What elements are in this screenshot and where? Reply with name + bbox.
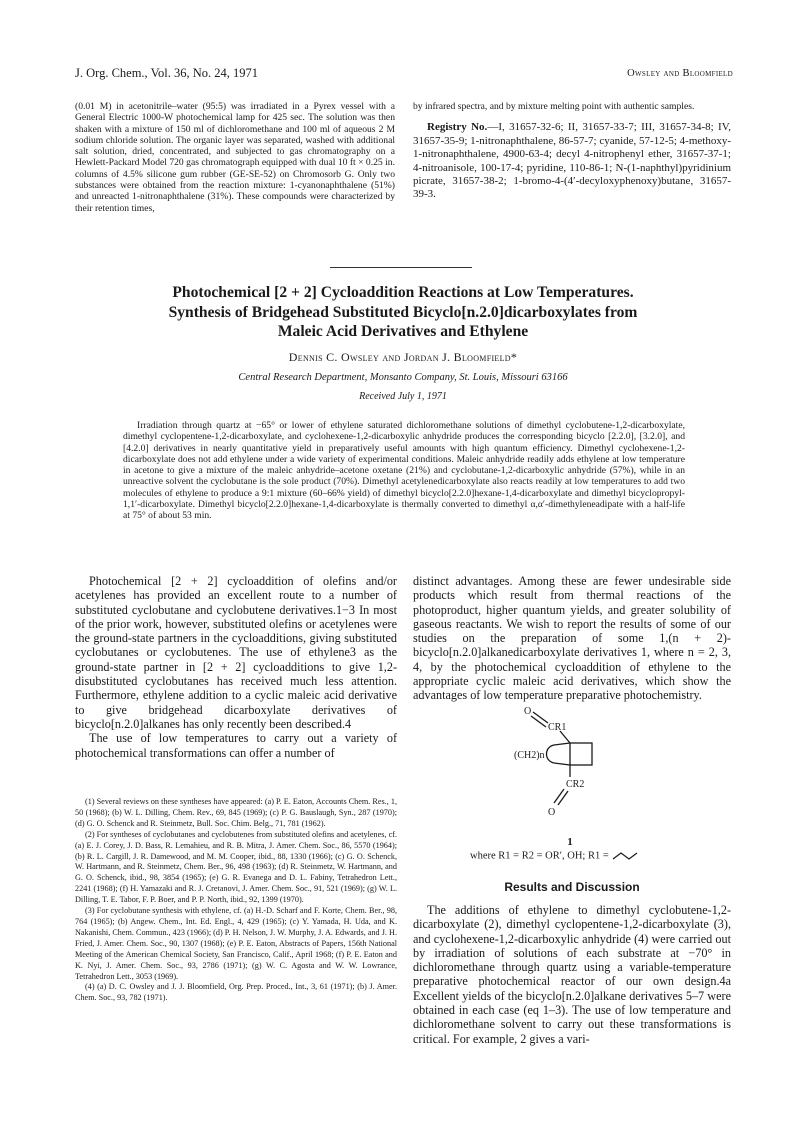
registry-label: Registry No. — [427, 121, 488, 134]
experimental-paragraph: (0.01 M) in acetonitrile–water (95:5) was irradiated in a Pyrex vessel with a General Electric 1000-W photochemical lamp for 425 sec. The solution was then shaken with a mixture of 150 ml of dichloromethane and 100 ml of aqueous 2 M sodium chloride solution. The organic layer was separated, washed with additional salt solution, dried, concentrated, and subjected to gas chromatography on a Hewlett-Packard Model 720 gas chromatograph equipped with dual 10 ft × 0.25 in. columns of 4.5% silicone gum rubber (GE-SE-52) on Chromosorb G. Only two substances were obtained from the reaction mixture: 1-cyanonaphthalene (51%) and unreacted 1-nitronaphthalene (31%). These compounds were characterized by their retention times, — [75, 101, 395, 214]
carbonyl-bond-top — [533, 712, 548, 723]
title-line-3: Maleic Acid Derivatives and Ethylene — [277, 323, 529, 340]
footnote-3: (3) For cyclobutane synthesis with ethylene, cf. (a) H.-D. Scharf and F. Korte, Chem. Ber., 98, 764 (1965); (b) Angew. Chem., Int. Ed. Engl., 4, 429 (1965); (c) Y. Yamada, H. Uda, and K. Nakanishi, Chem. Commun., 423 (1966); (d) P. H. Nelson, J. W. Murphy, J. A. Edwards, and J. H. Fried, J. Amer. Chem. Soc., 90, 1307 (1968); (e) P. E. Eaton, Abstracts of Papers, 156th National Meeting of the American Chemical Society, San Francisco, Calif., April 1968; (f) P. E. Eaton and K. Nyi, J. Amer. Chem. Soc., 93, 2786 (1971); (g) W. C. Agosta and W. W. Lowrance, Tetrahedron Lett., 3053 (1969). — [75, 906, 397, 981]
previous-article-text-right — [413, 101, 731, 202]
introduction-right-column — [413, 574, 731, 703]
article-title — [75, 283, 731, 342]
previous-article-text-left — [75, 101, 395, 214]
footnote-2: (2) For syntheses of cyclobutanes and cyclobutenes from substituted olefins and acetylenes, cf. (a) E. J. Corey, J. D. Bass, R. Lemahieu, and R. B. Mitra, J. Amer. Chem. Soc., 86, 5570 (1964); (b) R. L. Cargill, J. R. Damewood, and M. M. Cooper, ibid., 88, 1330 (1966); (c) G. O. Schenck, W. Hartmann, and R. Steinmetz, Chem. Ber., 96, 498 (1963); (d) R. Steinmetz, W. Hartmann, and G. O. Schenck, ibid., 98, 3854 (1965); (e) G. R. Evanega and D. L. Fabiny, Tetrahedron Lett., 2241 (1968); (f) H. Yamazaki and R. J. Cretanovi, J. Amer. Chem. Soc., 91, 521 (1969); (g) W. L. Dilling, T. E. Tabor, F. P. Boer, and P. P. North, ibid., 92, 1399 (1970). — [75, 829, 397, 905]
abstract-text: Irradiation through quartz at −65° or lower of ethylene saturated dichloromethane solutions of dimethyl cyclobutene-1,2-dicarboxylate, dimethyl cyclopentene-1,2-dicarboxylate, and cyclohexene-1,2-dicarboxylic anhydride produces the corresponding bicyclo [2.2.0], [3.2.0], and [4.2.0] derivatives in nearly quantitative yield in preparatively useful amounts with high quantum efficiency. Dimethyl cyclohexene-1,2-dicarboxylate does not add ethylene under a wide variety of experimental conditions. Maleic anhydride readily adds ethylene at low temperature in acetone to give a mixture of the maleic anhydride–acetone oxetane (21%) and cyclobutane-1,2-dicarboxylic anhydride (57%), while in an unreactive solvent the cyclobutane is the sole product (70%). Dimethyl acetylenedicarboxylate also reacts readily at low temperatures to add two molecules of ethylene to produce a 9:1 mixture (60–66% yield) of dimethyl bicyclo[2.2.0]hexane-1,4-dicarboxylate and dimethyl bicyclopropyl-1,1′-dicarboxylate. Dimethyl bicyclo[2.2.0]hexane-1,4-dicarboxylate is thermally converted to dimethyl α,α′-dimethyleneadipate with a half-life at 75° of about 53 min. — [123, 420, 685, 522]
footnotes — [75, 797, 397, 1004]
results-section-heading: Results and Discussion — [504, 880, 640, 894]
carbonyl-bond-bottom-double — [558, 791, 568, 805]
registry-numbers — [413, 121, 731, 201]
article-separator-rule — [330, 267, 472, 268]
experimental-paragraph-end: by infrared spectra, and by mixture melting point with authentic samples. — [413, 101, 695, 112]
structure-label-bottom: O — [548, 807, 556, 818]
bicyclo-structure-diagram — [510, 705, 650, 835]
carbonyl-bond-top-double — [531, 716, 546, 727]
abstract — [123, 420, 685, 522]
cyclobutane-ring — [570, 743, 592, 765]
compound-number: 1 — [567, 836, 573, 848]
structure-label-top: O — [524, 706, 532, 717]
structure-label-cr2: CR2 — [566, 779, 585, 790]
structure-label-cr1: CR1 — [548, 722, 567, 733]
journal-citation: J. Org. Chem., Vol. 36, No. 24, 1971 — [75, 66, 259, 80]
intro-paragraph-1: Photochemical [2 + 2] cycloaddition of olefins and/or acetylenes has provided an excellent route to a number of substituted cyclobutane and cyclobutene derivatives.1−3 In most of the prior work, however, substituted olefins or acetylenes were the ground-state partners in the cycloadditions, giving substituted cyclobutanes or cyclobutenes. The use of ethylene3 as the ground-state partner in [2 + 2] cycloadditions to give 1,2-disubstituted cyclobutanes has received much less attention. Furthermore, ethylene addition to a cyclic maleic acid derivative to give bridgehead dicarboxylate derivatives of bicyclo[n.2.0]alkanes has only recently been described.4 — [75, 574, 397, 731]
ethylene-bridge-glyph — [611, 850, 641, 862]
running-header-left — [75, 66, 258, 81]
title-line-1: Photochemical [2 + 2] Cycloaddition Reactions at Low Temperatures. — [172, 284, 634, 301]
intro-paragraph-right: distinct advantages. Among these are fewer undesirable side products which result from thermal reactions of the photoproduct, higher quantum yields, and greater solubility of gaseous reactants. We wish to report the results of some of our studies on the preparation of some 1,(n + 2)-bicyclo[n.2.0]alkanedicarboxylate derivatives 1, where n = 2, 3, 4, by the photochemical cycloaddition of ethylene to the appropriate cyclic maleic acid derivatives, which show the advantages of low temperature preparative photochemistry. — [413, 574, 731, 703]
introduction-left-column — [75, 574, 397, 760]
carbonyl-bond-bottom — [554, 789, 564, 803]
structure-where-text: where R1 = R2 = OR′, OH; R1 = — [470, 850, 612, 862]
registry-list: —I, 31657-32-6; II, 31657-33-7; III, 31657-34-8; IV, 31657-35-9; 1-nitronaphthalene, 86-57-7; cyanide, 57-12-5; 4-methoxy-1-nitronaphthalene, 4900-63-4; decyl 4-nitrophenyl ether, 31657-37-1; 4-nitroanisole, 100-17-4; pyridine, 110-86-1; N-(1-naphthyl)pyridinium picrate, 31657-38-2; 1-bromo-4-(4′-decyloxyphenoxy)butane, 31657-39-3. — [413, 121, 732, 201]
received-date: Received July 1, 1971 — [359, 391, 447, 402]
results-paragraph: The additions of ethylene to dimethyl cyclobutene-1,2-dicarboxylate (2), dimethyl cyclopentene-1,2-dicarboxylate (3), and cyclohexene-1,2-dicarboxylic anhydride (4) were carried out by irradiation of solutions of each substrate at −70° in dichloromethane through quartz using a variable-temperature preparative photochemical reactor of our own design.4a Excellent yields of the bicyclo[n.2.0]alkane derivatives 5–7 were obtained in each case (eq 1–3). The use of low temperature and dichloromethane solvent to carry out these transformations is critical. For example, 2 gives a vari- — [413, 903, 731, 1046]
title-line-2: Synthesis of Bridgehead Substituted Bicyclo[n.2.0]dicarboxylates from — [168, 303, 638, 321]
footnote-4: (4) (a) D. C. Owsley and J. J. Bloomfield, Org. Prep. Proced., Int., 3, 61 (1971); (b) J. Amer. Chem. Soc., 93, 782 (1971). — [75, 982, 397, 1003]
results-column — [413, 903, 731, 1046]
running-header-authors: Owsley and Bloomfield — [627, 68, 733, 79]
article-authors: Dennis C. Owsley and Jordan J. Bloomfield* — [288, 350, 518, 364]
ring-left-arc — [547, 743, 571, 765]
author-affiliation: Central Research Department, Monsanto Company, St. Louis, Missouri 63166 — [238, 372, 568, 383]
structure-label-ring: (CH2)n — [514, 750, 545, 761]
structure-where-line — [470, 850, 730, 862]
footnote-1: (1) Several reviews on these syntheses have appeared: (a) P. E. Eaton, Accounts Chem. Res., 1, 50 (1968); (b) W. L. Dilling, Chem. Rev., 69, 845 (1969); (c) P. G. Bauslaugh, Syn., 287 (1970); (d) G. O. Schenck and R. Steinmetz, Bull. Soc. Chim. Belg., 71, 781 (1962). — [75, 797, 397, 828]
intro-paragraph-2: The use of low temperatures to carry out a variety of photochemical transformations can offer a number of — [75, 731, 397, 760]
